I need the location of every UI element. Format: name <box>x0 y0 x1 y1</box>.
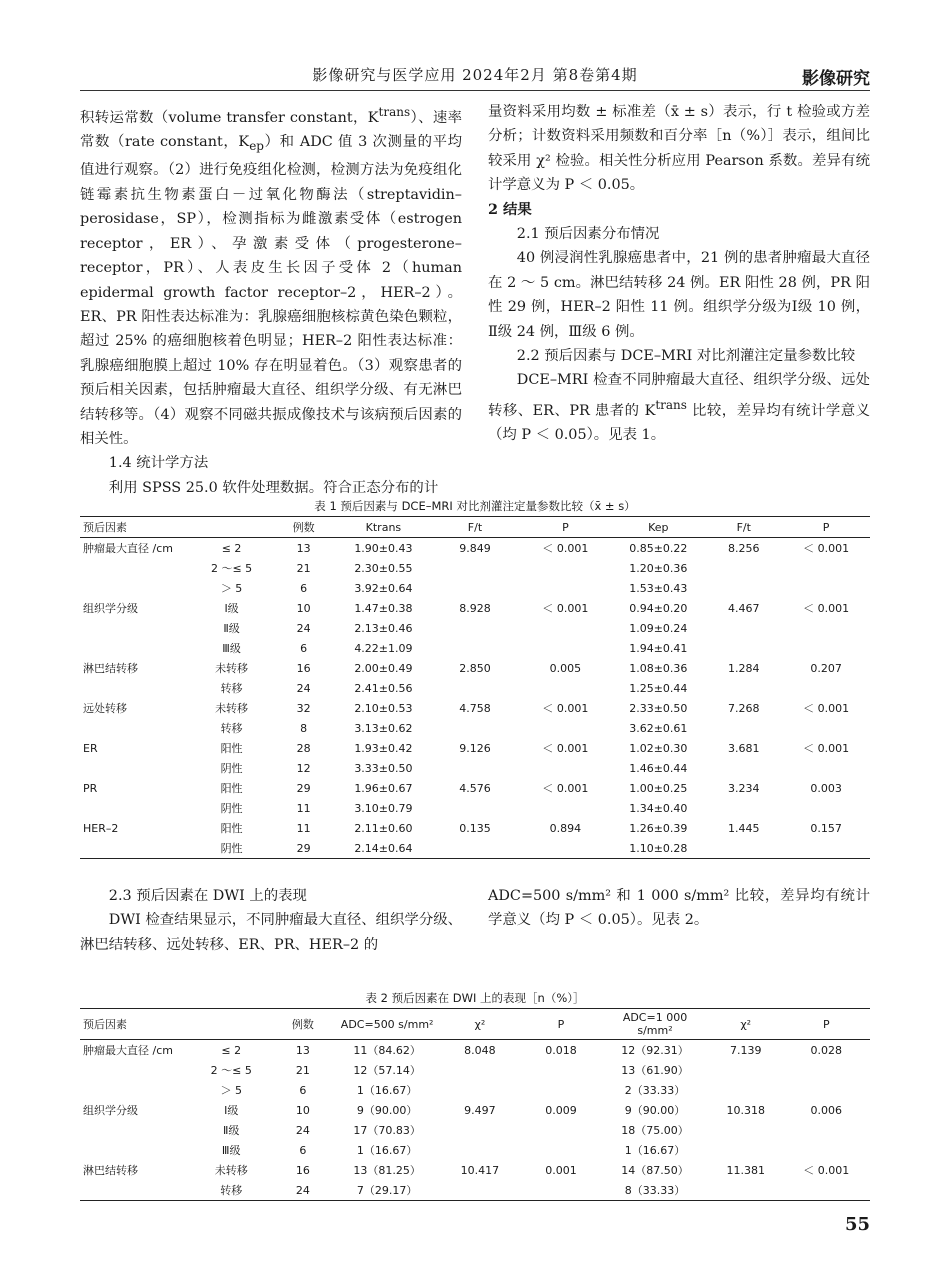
table-cell: ＜ 0.001 <box>542 542 589 555</box>
table-header-cell: P <box>520 517 612 538</box>
table-cell: 阴性 <box>220 762 243 775</box>
journal-brand: 影像研究 <box>802 69 870 89</box>
table-cell <box>439 1140 521 1160</box>
table-cell: 8 <box>300 721 308 735</box>
table-cell: 4.22±1.09 <box>354 641 413 655</box>
table-cell: 17（70.83） <box>353 1124 421 1137</box>
stats-heading: 1.4 统计学方法 <box>108 455 209 472</box>
table-cell <box>705 678 782 698</box>
stats-paragraph-cont: 量资料采用均数 ± 标准差（x̄ ± s）表示，行 t 检验或方差分析；计数资料采用频数和百分率［n（%）］表示，组间比较采用 χ² 检验。相关性分析应用 Pearson 系数。差异有统计学意义为 P ＜ 0.05。 <box>488 104 870 194</box>
table-cell: 2.13±0.46 <box>354 621 413 635</box>
page-number: 55 <box>844 1214 870 1235</box>
table-cell: 4.758 <box>459 701 491 715</box>
table-header-cell <box>192 517 271 538</box>
table-cell <box>709 1140 783 1160</box>
table-cell: 24 <box>296 621 311 635</box>
table-cell: ＜ 0.001 <box>803 1164 850 1177</box>
section-2-2-heading: 2.2 预后因素与 DCE–MRI 对比剂灌注定量参数比较 <box>516 348 856 365</box>
table-row <box>80 698 870 718</box>
table-cell: 16 <box>295 1163 310 1177</box>
table-row <box>80 658 870 678</box>
table-cell: 11 <box>296 821 311 835</box>
table-cell: 2.41±0.56 <box>354 681 413 695</box>
table-cell: ＜ 0.001 <box>542 782 589 795</box>
table-cell: Ⅱ级 <box>223 622 240 635</box>
table-cell: 1.09±0.24 <box>629 621 688 635</box>
table-row <box>80 718 870 738</box>
table-cell: 0.135 <box>459 821 491 835</box>
section-2-3-paragraph-cont: ADC=500 s/mm² 和 1 000 s/mm² 比较，差异均有统计学意义（均 P ＜ 0.05）。见表 2。 <box>488 888 870 929</box>
table-cell <box>521 1060 601 1080</box>
journal-info: 影像研究与医学应用 2024年2月 第8卷第4期 <box>312 66 638 84</box>
table-cell <box>782 578 870 598</box>
table-cell <box>705 798 782 818</box>
table-cell <box>709 1120 783 1140</box>
table-row <box>80 818 870 838</box>
table-cell <box>80 1180 192 1201</box>
table-header-cell: χ² <box>709 1009 783 1040</box>
table-cell: 1.284 <box>728 661 760 675</box>
table-cell: 阳性 <box>220 742 243 755</box>
methods-paragraph: 积转运常数（volume transfer constant，$K^{trans}$）、速率常数（rate constant，$K_{ep}$）和 ADC 值 3 次测量的平均值进行观察。（2）进行免疫组化检测，检测方法为免疫组化链霉素抗生物素蛋白－过氧化物酶法（streptavidin–perosidase，SP），检测指标为雌激素受体（estrogen receptor，ER）、孕激素受体（progesterone–receptor，PR）、人表皮生长因子受体 2（human epidermal growth factor receptor–2，HER–2）。ER、PR 阳性表达标准为：乳腺癌细胞核棕黄色染色颗粒，超过 25% 的癌细胞核着色明显；HER–2 阳性表达标准：乳腺癌细胞膜上超过 10% 存在明显着色。（3）观察患者的预后相关因素，包括肿瘤最大直径、组织学分级、有无淋巴结转移等。（4）观察不同磁共振成像技术与该病预后因素的相关性。 <box>80 105 462 447</box>
table-cell: 7.268 <box>728 701 760 715</box>
table-cell <box>80 718 192 738</box>
table-header-cell: F/t <box>705 517 782 538</box>
table-cell: ＜ 0.001 <box>542 602 589 615</box>
table-cell <box>430 758 519 778</box>
table-cell: 转移 <box>192 1180 270 1201</box>
table-cell <box>430 838 519 859</box>
table-cell: 组织学分级 <box>83 1104 138 1117</box>
table-cell <box>520 558 612 578</box>
table-cell: 6 <box>299 1143 307 1157</box>
table-cell <box>520 718 612 738</box>
table-cell <box>520 798 612 818</box>
table-cell: 9（90.00） <box>356 1104 418 1117</box>
table-cell: 11 <box>296 801 311 815</box>
table-cell: 0.003 <box>810 781 842 795</box>
table-cell: 1.10±0.28 <box>611 838 705 859</box>
table-cell: 7（29.17） <box>335 1180 439 1201</box>
table-cell: 转移 <box>220 722 243 735</box>
table-row <box>80 678 870 698</box>
table-cell <box>80 798 192 818</box>
table-cell: 2.30±0.55 <box>354 561 413 575</box>
table-row <box>80 1040 870 1061</box>
table-header-cell: Ktrans <box>336 517 430 538</box>
table-cell: 4.467 <box>728 601 760 615</box>
table-cell: ≤ 2 <box>221 1043 242 1057</box>
table-header-cell: F/t <box>430 517 519 538</box>
table-cell <box>782 758 870 778</box>
table-cell: 29 <box>271 838 336 859</box>
table-cell: 10.318 <box>726 1103 765 1117</box>
table-cell: Ⅱ级 <box>223 1124 240 1137</box>
table-cell: 1（16.67） <box>356 1144 418 1157</box>
table-cell <box>521 1140 601 1160</box>
table-cell: 1（16.67） <box>356 1084 418 1097</box>
table-cell: 13 <box>296 541 311 555</box>
table-cell: 3.62±0.61 <box>629 721 688 735</box>
table-cell: ＜ 0.001 <box>803 702 850 715</box>
table-row <box>80 798 870 818</box>
table-row <box>80 1140 870 1160</box>
table-cell <box>782 558 870 578</box>
table-cell: 8.048 <box>464 1043 496 1057</box>
table-header-cell: 预后因素 <box>80 517 192 538</box>
table-cell: 4.576 <box>459 781 491 795</box>
section-2-3-heading: 2.3 预后因素在 DWI 上的表现 <box>108 888 307 904</box>
table-cell: 阳性 <box>220 782 243 795</box>
table-cell <box>430 578 519 598</box>
table-header-cell: 例数 <box>270 1009 335 1040</box>
table-cell: 3.13±0.62 <box>354 721 413 735</box>
table-cell: 3.92±0.64 <box>354 581 413 595</box>
table-header-cell: ADC=500 s/mm² <box>335 1009 439 1040</box>
table-cell: 2.10±0.53 <box>354 701 413 715</box>
table-cell: 24 <box>295 1123 310 1137</box>
table-row <box>80 638 870 658</box>
table-cell: 肿瘤最大直径 /cm <box>83 1044 173 1057</box>
table-row <box>80 758 870 778</box>
table-cell: 13 <box>295 1043 310 1057</box>
table-cell: Ⅲ级 <box>221 1144 241 1157</box>
table-cell: ＞ 5 <box>220 582 243 595</box>
table-cell: 13（81.25） <box>353 1164 421 1177</box>
table-cell: 16 <box>296 661 311 675</box>
table-cell: 6 <box>300 641 308 655</box>
table-row <box>80 558 870 578</box>
table-cell: 9.497 <box>464 1103 496 1117</box>
table-cell <box>520 838 612 859</box>
table-cell: 未转移 <box>214 1164 248 1177</box>
table-cell <box>430 618 519 638</box>
table-cell: HER–2 <box>83 821 119 835</box>
section-2-3-paragraph: DWI 检查结果显示，不同肿瘤最大直径、组织学分级、淋巴结转移、远处转移、ER、PR、HER–2 的 <box>80 912 462 953</box>
table-cell: 3.234 <box>728 781 760 795</box>
table-cell: 10 <box>295 1103 310 1117</box>
table-row <box>80 778 870 798</box>
table-cell <box>80 1140 192 1160</box>
table-cell <box>80 1080 192 1100</box>
table-cell <box>80 678 192 698</box>
table-header-cell: P <box>521 1009 601 1040</box>
table-cell <box>709 1060 783 1080</box>
table-cell <box>705 758 782 778</box>
table-cell: 1.93±0.42 <box>354 741 413 755</box>
left-column <box>80 100 462 500</box>
table-row <box>80 578 870 598</box>
table-cell: 转移 <box>220 682 243 695</box>
table-cell: PR <box>83 781 98 795</box>
table-row <box>80 1060 870 1080</box>
table-cell: 10.417 <box>460 1163 500 1177</box>
table-cell: 1（16.67） <box>624 1144 686 1157</box>
table-cell <box>782 798 870 818</box>
table-cell <box>80 838 192 859</box>
table-cell: 2.14±0.64 <box>336 838 430 859</box>
table-cell <box>705 718 782 738</box>
table-cell: 3.681 <box>728 741 760 755</box>
table-row <box>80 1180 870 1201</box>
table-cell: 0.157 <box>810 821 842 835</box>
table-cell: 2（33.33） <box>624 1084 686 1097</box>
table-cell: 1.90±0.43 <box>354 541 413 555</box>
table-cell <box>783 1140 870 1160</box>
table-header-cell: Kep <box>611 517 705 538</box>
table2-caption: 表 2 预后因素在 DWI 上的表现［n（%）］ <box>365 991 585 1005</box>
table-cell: 2.33±0.50 <box>629 701 688 715</box>
table-cell: 1.46±0.44 <box>629 761 688 775</box>
table-cell: ＜ 0.001 <box>803 602 850 615</box>
table-cell: 0.005 <box>549 661 582 675</box>
section-2-1-heading: 2.1 预后因素分布情况 <box>516 226 660 243</box>
header-rule <box>80 90 870 91</box>
table-cell <box>705 638 782 658</box>
table-cell <box>80 638 192 658</box>
table-cell: 0.001 <box>545 1163 577 1177</box>
table-cell: 6 <box>300 581 308 595</box>
table-cell <box>439 1120 521 1140</box>
table-cell: 阴性 <box>192 838 271 859</box>
table-cell <box>705 618 782 638</box>
table-cell: 1.34±0.40 <box>629 801 688 815</box>
table-cell <box>521 1080 601 1100</box>
section-2-1-paragraph: 40 例浸润性乳腺癌患者中，21 例的患者肿瘤最大直径在 2 ～ 5 cm。淋巴结转移 24 例。ER 阳性 28 例，PR 阳性 29 例，HER–2 阳性 11 例。组织学分级为Ⅰ级 10 例，Ⅱ级 24 例，Ⅲ级 6 例。 <box>488 250 870 340</box>
table-cell <box>430 798 519 818</box>
table-cell: 阳性 <box>220 822 243 835</box>
table-header-cell: ADC=1 000 s/mm² <box>601 1009 709 1040</box>
table-row <box>80 1120 870 1140</box>
table-cell: 0.207 <box>810 661 842 675</box>
table-cell: 9.126 <box>459 741 491 755</box>
table-cell: 9.849 <box>459 541 491 555</box>
table-cell <box>430 638 519 658</box>
table-cell <box>782 678 870 698</box>
table-cell <box>439 1060 521 1080</box>
table-header-cell: P <box>782 517 870 538</box>
table-row <box>80 538 870 559</box>
table-header-cell: 例数 <box>271 517 336 538</box>
table-cell: 1.445 <box>728 821 760 835</box>
table-cell <box>705 578 782 598</box>
table-cell <box>520 758 612 778</box>
table-cell <box>80 758 192 778</box>
table-cell <box>521 1180 601 1201</box>
table-cell: 13（61.90） <box>621 1064 689 1077</box>
right-column <box>488 100 870 447</box>
table-header-cell: P <box>783 1009 870 1040</box>
table-cell <box>705 838 782 859</box>
table-cell <box>439 1080 521 1100</box>
table-cell: 1.08±0.36 <box>629 661 688 675</box>
table-cell: 远处转移 <box>83 702 127 715</box>
table-cell <box>80 1060 192 1080</box>
table-cell: 8（33.33） <box>601 1180 709 1201</box>
table-cell: Ⅲ级 <box>222 642 241 655</box>
table-cell: 1.96±0.67 <box>354 781 413 795</box>
table-cell: 2.11±0.60 <box>354 821 413 835</box>
table-cell: 0.018 <box>545 1043 577 1057</box>
table-cell: 11.381 <box>726 1163 765 1177</box>
table-cell: 1.26±0.39 <box>629 821 688 835</box>
table-cell: ＜ 0.001 <box>803 742 850 755</box>
table-cell <box>430 558 519 578</box>
table-cell: 21 <box>295 1063 310 1077</box>
table-row <box>80 738 870 758</box>
table-cell: ＞ 5 <box>220 1084 242 1097</box>
table-cell: ＜ 0.001 <box>542 742 589 755</box>
table-cell <box>705 558 782 578</box>
table-row <box>80 838 870 859</box>
table-header-cell: χ² <box>439 1009 521 1040</box>
table2 <box>80 1008 870 1201</box>
section-2-3-left <box>80 884 462 957</box>
table-cell <box>782 838 870 859</box>
table-cell <box>521 1120 601 1140</box>
table-cell: 32 <box>296 701 311 715</box>
table-cell: 1.20±0.36 <box>629 561 688 575</box>
table-cell <box>782 618 870 638</box>
table-cell <box>520 638 612 658</box>
table-header-cell: 预后因素 <box>80 1009 192 1040</box>
table-cell: 2 ～≤ 5 <box>210 562 253 575</box>
table-cell: 组织学分级 <box>83 602 138 615</box>
table-cell: 28 <box>296 741 311 755</box>
table-cell: 12 <box>296 761 311 775</box>
table-cell <box>430 718 519 738</box>
table-cell <box>80 1120 192 1140</box>
table-cell: 24 <box>296 681 311 695</box>
table-cell: 18（75.00） <box>621 1124 689 1137</box>
table1 <box>80 516 870 859</box>
table-cell <box>782 638 870 658</box>
table-cell: 9（90.00） <box>624 1104 686 1117</box>
table-cell <box>783 1180 870 1201</box>
table-cell: ＜ 0.001 <box>542 702 589 715</box>
table-row <box>80 598 870 618</box>
table-cell: 10 <box>296 601 311 615</box>
table-cell: 1.02±0.30 <box>629 741 688 755</box>
table-cell: 11（84.62） <box>353 1044 421 1057</box>
table-cell: 6 <box>299 1083 307 1097</box>
table-cell: 淋巴结转移 <box>83 1164 138 1177</box>
table-cell: 0.85±0.22 <box>629 541 688 555</box>
table-cell <box>430 678 519 698</box>
table-cell: 阴性 <box>220 802 243 815</box>
table-cell <box>80 558 192 578</box>
stats-paragraph: 利用 SPSS 25.0 软件处理数据。符合正态分布的计 <box>108 479 439 496</box>
table-cell: 0.009 <box>545 1103 577 1117</box>
table-cell <box>783 1080 870 1100</box>
table-cell <box>520 618 612 638</box>
results-heading: 2 结果 <box>488 200 532 218</box>
table-cell <box>783 1120 870 1140</box>
table-cell: 0.028 <box>810 1043 843 1057</box>
table-cell: ＜ 0.001 <box>803 542 850 555</box>
table-cell: Ⅰ级 <box>224 602 239 615</box>
running-header <box>80 64 870 89</box>
table-cell: 8.928 <box>459 601 491 615</box>
table-cell <box>80 618 192 638</box>
table-cell <box>783 1060 870 1080</box>
table-cell: ≤ 2 <box>221 541 242 555</box>
table-cell: 未转移 <box>215 662 249 675</box>
table-row <box>80 1100 870 1120</box>
table-cell: 1.53±0.43 <box>629 581 688 595</box>
table-cell: 29 <box>296 781 311 795</box>
table-cell: 24 <box>270 1180 335 1201</box>
table-cell: 21 <box>296 561 311 575</box>
table-cell <box>80 578 192 598</box>
table-cell: 3.33±0.50 <box>354 761 413 775</box>
table-cell: 1.94±0.41 <box>629 641 688 655</box>
table-row <box>80 1080 870 1100</box>
table-cell <box>782 718 870 738</box>
table-row <box>80 618 870 638</box>
table-cell: 0.894 <box>549 821 582 835</box>
table-cell: 2 ～≤ 5 <box>210 1064 252 1077</box>
table-cell: 8.256 <box>728 541 760 555</box>
table-cell <box>709 1180 783 1201</box>
table-cell: 0.006 <box>810 1103 843 1117</box>
table-cell: 7.139 <box>729 1043 762 1057</box>
table-cell: 3.10±0.79 <box>354 801 413 815</box>
table-cell: 淋巴结转移 <box>83 662 138 675</box>
table-cell: Ⅰ级 <box>224 1104 239 1117</box>
table-cell: 肿瘤最大直径 /cm <box>83 542 173 555</box>
table-cell: 1.47±0.38 <box>354 601 413 615</box>
table-cell: 12（57.14） <box>353 1064 421 1077</box>
table-cell: 14（87.50） <box>621 1164 689 1177</box>
table-header-cell <box>192 1009 270 1040</box>
table-cell <box>520 578 612 598</box>
section-2-2-paragraph: DCE–MRI 检查不同肿瘤最大直径、组织学分级、远处转移、ER、PR 患者的 $K^{trans}$ 比较，差异均有统计学意义（均 P ＜ 0.05）。见表 1。 <box>488 372 870 444</box>
table-cell: 2.850 <box>459 661 491 675</box>
table-row <box>80 1160 870 1180</box>
table-cell <box>439 1180 521 1201</box>
table-cell: 1.25±0.44 <box>629 681 688 695</box>
table-cell: 2.00±0.49 <box>354 661 413 675</box>
table-cell: 0.94±0.20 <box>629 601 688 615</box>
table-cell <box>520 678 612 698</box>
table-cell: 12（92.31） <box>621 1044 689 1057</box>
table-cell <box>709 1080 783 1100</box>
table-cell: ER <box>83 741 98 755</box>
table-cell: 未转移 <box>215 702 249 715</box>
section-2-3-right <box>488 884 870 933</box>
table1-caption: 表 1 预后因素与 DCE–MRI 对比剂灌注定量参数比较（x̄ ± s） <box>314 499 636 513</box>
table-cell: 1.00±0.25 <box>629 781 688 795</box>
